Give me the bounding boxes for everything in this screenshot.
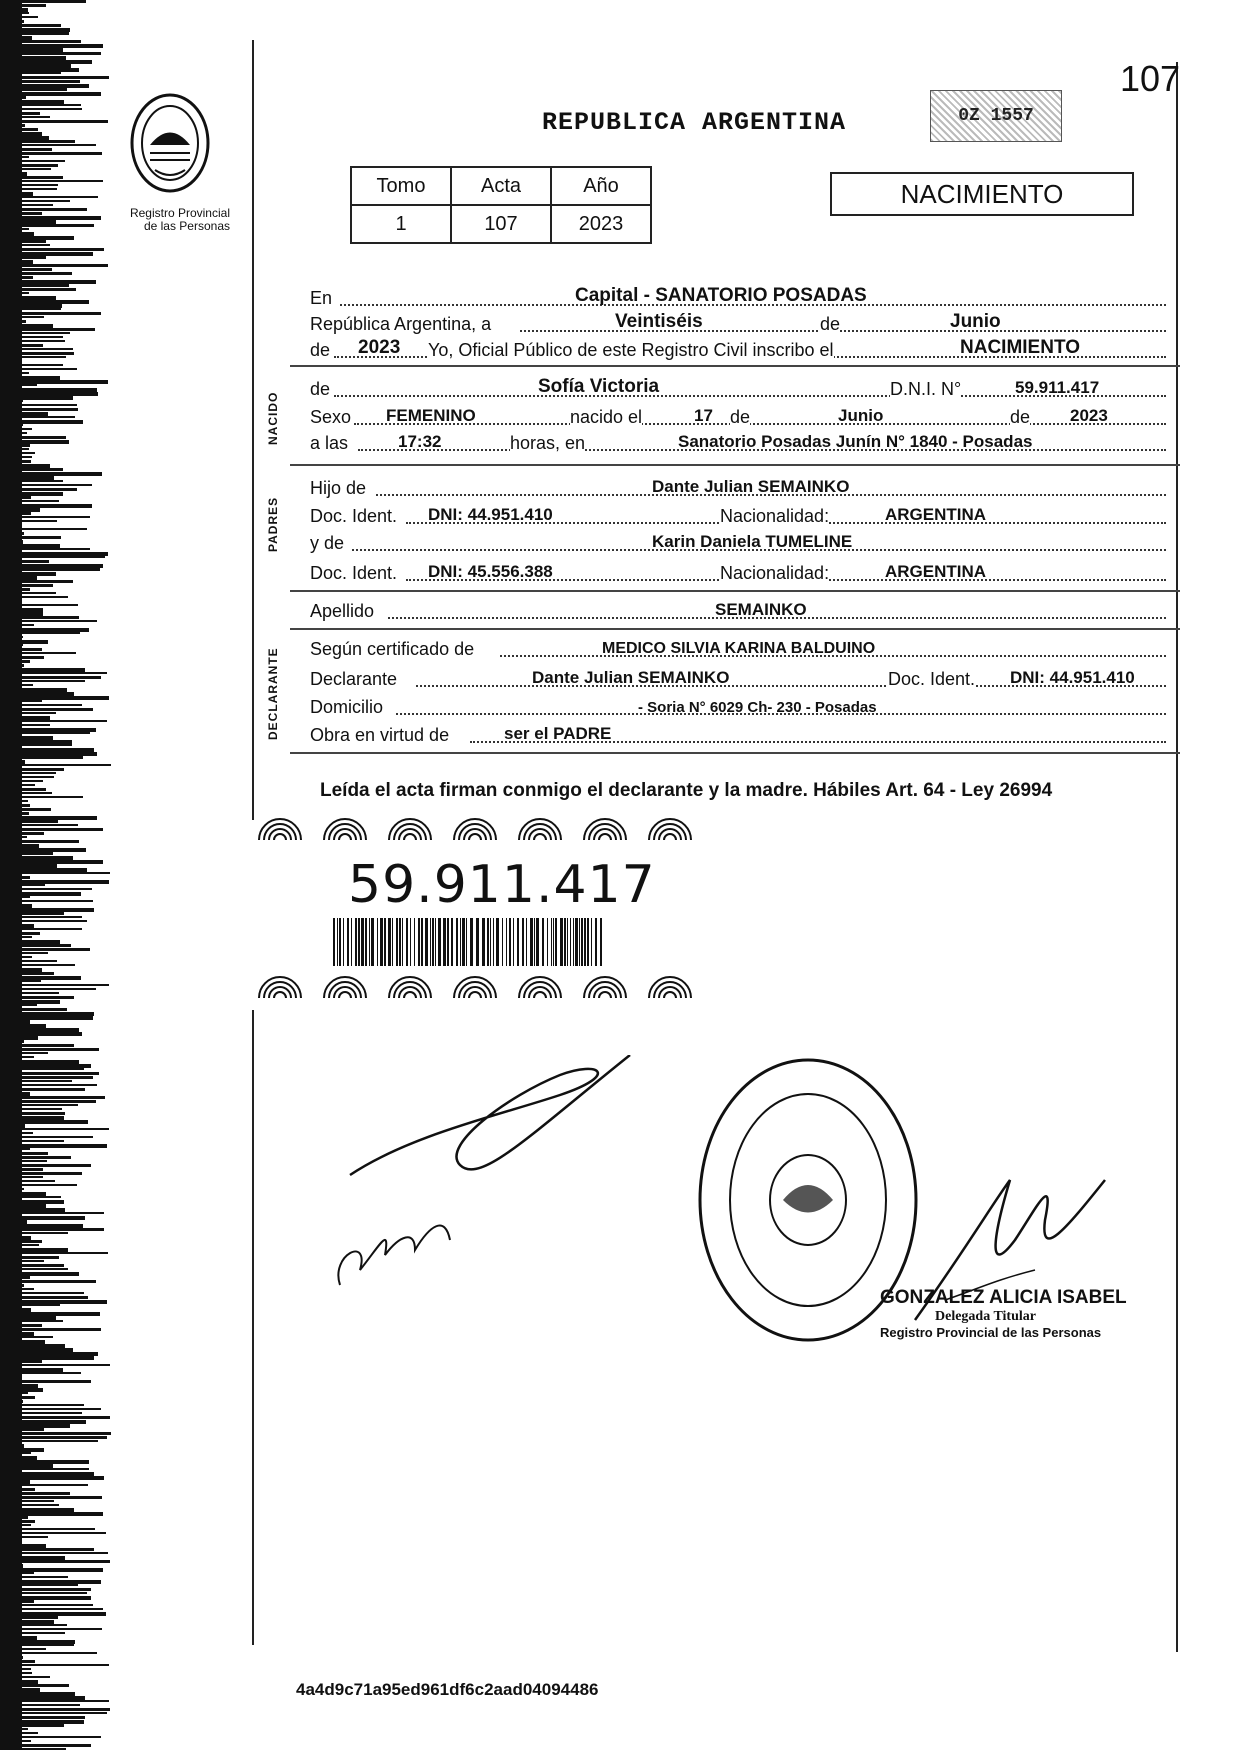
value-lugar: Capital - SANATORIO POSADAS — [575, 285, 867, 306]
label-doc-ident: Doc. Ident. — [310, 506, 398, 526]
fingerprint-band-bottom — [255, 970, 715, 998]
row-en — [310, 285, 1180, 309]
barcode — [333, 918, 603, 966]
closing-statement: Leída el acta firman conmigo el declarante y la madre. Hábiles Art. 64 - Ley 26994 — [320, 780, 1053, 801]
value-padre-doc: DNI: 44.951.410 — [428, 505, 553, 524]
scan-edge-artifact — [0, 0, 130, 1750]
value-declarante-doc: DNI: 44.951.410 — [1010, 668, 1135, 687]
label-hijo-de: Hijo de — [310, 478, 367, 498]
label-y-de: y de — [310, 533, 345, 553]
table-header-tomo: Tomo — [351, 167, 451, 205]
label-a-las: a las — [310, 433, 349, 453]
row-madre-doc — [310, 560, 1180, 584]
row-nacido-hora — [310, 430, 1180, 454]
label-dni: D.N.I. N° — [890, 379, 962, 399]
label-de: de — [730, 407, 751, 427]
serial-number-stamp: 0Z 1557 — [930, 90, 1062, 142]
row-obra — [310, 722, 1180, 746]
label-segun: Según certificado de — [310, 639, 475, 659]
row-nacido-sexo — [310, 404, 1180, 428]
value-madre-doc: DNI: 45.556.388 — [428, 562, 553, 581]
logo-caption — [110, 207, 230, 233]
row-domicilio — [310, 694, 1180, 718]
official-title: Delegada Titular — [935, 1309, 1036, 1324]
label-de2: de — [310, 340, 331, 360]
label-doc-ident: Doc. Ident. — [888, 669, 976, 689]
value-mes: Junio — [838, 406, 884, 425]
label-en: En — [310, 288, 333, 308]
official-office: Registro Provincial de las Personas — [880, 1325, 1102, 1340]
table-header-anio: Año — [551, 167, 651, 205]
row-nacido-nombre — [310, 376, 1180, 400]
official-name-block — [880, 1287, 1130, 1340]
label-de: de — [820, 314, 841, 334]
row-y-de — [310, 530, 1180, 554]
logo-caption-line-1: Registro Provincial — [129, 206, 230, 220]
row-segun — [310, 636, 1180, 660]
value-tipo: NACIMIENTO — [960, 337, 1080, 358]
official-name: GONZALEZ ALICIA ISABEL — [880, 1287, 1127, 1308]
fingerprint-band-top — [255, 812, 715, 840]
value-dni: 59.911.417 — [1015, 378, 1100, 397]
row-hijo-de — [310, 475, 1180, 499]
tomo-acta-anio-table — [350, 166, 652, 244]
label-declarante: Declarante — [310, 669, 398, 689]
value-madre-nac: ARGENTINA — [885, 562, 987, 581]
section-separator — [290, 752, 1180, 754]
label-de: de — [1010, 407, 1031, 427]
row-apellido — [310, 598, 1180, 622]
label-sexo: Sexo — [310, 407, 352, 427]
document-hash: 4a4d9c71a95ed961df6c2aad04094486 — [296, 1680, 599, 1699]
label-de: de — [310, 379, 331, 399]
section-separator — [290, 628, 1180, 630]
row-anio-yo — [310, 337, 1180, 361]
declarant-signature — [320, 1055, 650, 1305]
table-header-acta: Acta — [451, 167, 551, 205]
value-anio: 2023 — [1070, 406, 1108, 425]
value-dia: Veintiséis — [615, 311, 703, 332]
value-anio: 2023 — [358, 337, 401, 358]
act-type-box: NACIMIENTO — [830, 172, 1134, 216]
province-logo — [120, 85, 220, 205]
dotted-line — [354, 423, 1166, 425]
label-horas-en: horas, en — [510, 433, 586, 453]
label-republica: República Argentina, a — [310, 314, 492, 334]
row-declarante — [310, 666, 1180, 690]
value-obra: ser el PADRE — [504, 724, 612, 743]
value-lugar: Sanatorio Posadas Junín N° 1840 - Posadas — [678, 432, 1033, 451]
value-hora: 17:32 — [398, 432, 442, 451]
section-label-padres: PADRES — [266, 496, 280, 552]
value-apellido: SEMAINKO — [715, 600, 807, 619]
value-sexo: FEMENINO — [386, 406, 476, 425]
label-nacionalidad: Nacionalidad: — [720, 563, 830, 583]
table-value-acta: 107 — [451, 205, 551, 243]
section-separator — [290, 590, 1180, 592]
section-separator — [290, 365, 1180, 367]
label-domicilio: Domicilio — [310, 697, 384, 717]
section-label-nacido: NACIDO — [266, 391, 280, 445]
label-obra: Obra en virtud de — [310, 725, 450, 745]
label-nacido-el: nacido el — [570, 407, 643, 427]
label-doc-ident: Doc. Ident. — [310, 563, 398, 583]
logo-caption-line-2: de las Personas — [143, 219, 230, 233]
value-declarante: Dante Julian SEMAINKO — [532, 668, 730, 687]
section-separator — [290, 464, 1180, 466]
left-frame-line-lower — [252, 1010, 254, 1645]
label-apellido: Apellido — [310, 601, 375, 621]
page-number: 107 — [1120, 58, 1181, 99]
table-value-anio: 2023 — [551, 205, 651, 243]
value-madre: Karin Daniela TUMELINE — [652, 532, 853, 551]
row-padre-doc — [310, 503, 1180, 527]
value-certificado: MEDICO SILVIA KARINA BALDUINO — [602, 640, 876, 657]
value-padre-nac: ARGENTINA — [885, 505, 987, 524]
value-dia: 17 — [694, 406, 713, 425]
label-nacionalidad: Nacionalidad: — [720, 506, 830, 526]
dni-sticker-number: 59.911.417 — [348, 855, 656, 915]
value-padre: Dante Julian SEMAINKO — [652, 477, 850, 496]
section-label-declarante: DECLARANTE — [266, 647, 280, 740]
republica-title-text: REPUBLICA ARGENTINA — [541, 108, 847, 137]
label-yo: Yo, Oficial Público de este Registro Civil inscribo el — [428, 340, 834, 360]
row-republica — [310, 311, 1180, 335]
left-frame-line — [252, 40, 254, 820]
table-value-tomo: 1 — [351, 205, 451, 243]
value-mes: Junio — [950, 311, 1001, 332]
value-domicilio: - Soria N° 6029 Ch- 230 - Posadas — [638, 699, 877, 716]
value-nombre: Sofía Victoria — [538, 376, 660, 397]
